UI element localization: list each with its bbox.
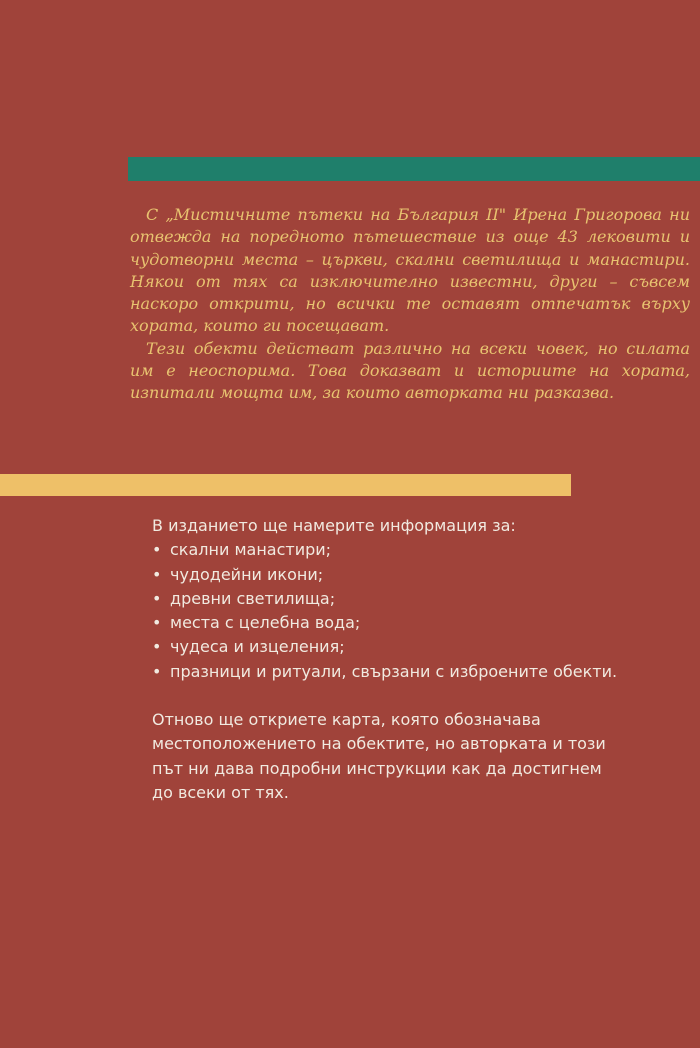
feature-list <box>152 538 622 684</box>
intro-text-block <box>130 204 690 405</box>
info-heading: В изданието ще намерите информация за: <box>152 516 516 535</box>
list-item: • чудодейни икони; <box>152 563 622 587</box>
bullet-icon: • <box>152 540 162 560</box>
bullet-icon: • <box>152 637 162 657</box>
intro-paragraph-2: Тези обекти действат различно на всеки човек, но силата им е неоспорима. Това доказват и историите на хората, изпитали мощта им, за които авторката ни разказва. <box>130 338 690 403</box>
list-item: • скални манастири; <box>152 538 622 562</box>
info-text-block <box>152 514 622 805</box>
bullet-icon: • <box>152 661 162 681</box>
green-accent-bar <box>128 157 700 181</box>
bullet-icon: • <box>152 613 162 633</box>
bullet-icon: • <box>152 564 162 584</box>
closing-paragraph: Отново ще откриете карта, която обозначава местоположението на обектите, но авторката и този път ни дава подробни инструкции как да достигнем до всеки от тях. <box>152 710 606 802</box>
list-item: • древни светилища; <box>152 587 622 611</box>
list-item: • празници и ритуали, свързани с изброените обекти. <box>152 660 622 684</box>
intro-paragraph-1: С „Мистичните пътеки на България II" Ирена Григорова ни отвежда на поредното пътешествие из още 43 лековити и чудотворни места – църкви, скални светилища и манастири. Някои от тях са изключително известни, други – съвсем наскоро открити, но всички те оставят отпечатък върху хората, които ги посещават. <box>130 205 690 336</box>
list-item: • места с целебна вода; <box>152 611 622 635</box>
list-item: • чудеса и изцеления; <box>152 635 622 659</box>
bullet-icon: • <box>152 588 162 608</box>
yellow-accent-bar <box>0 474 571 496</box>
